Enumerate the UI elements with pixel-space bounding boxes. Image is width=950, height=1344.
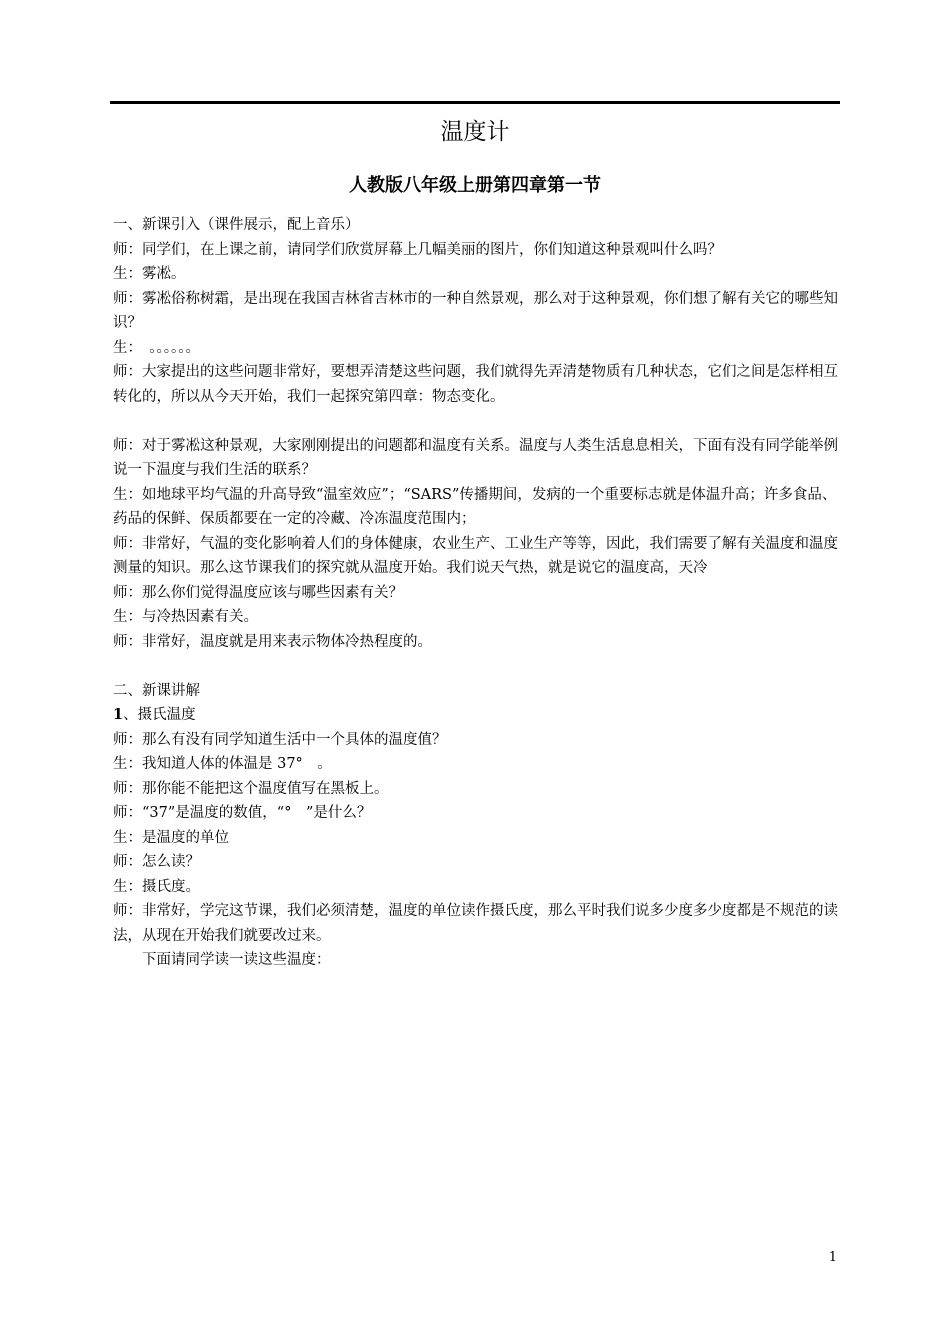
dialogue-line: 师：同学们，在上课之前，请同学们欣赏屏幕上几幅美丽的图片，你们知道这种景观叫什么吗？	[113, 241, 722, 258]
instruction-line: 下面请同学读一读这些温度：	[142, 952, 331, 968]
dialogue-line: 生：与冷热因素有关。	[113, 609, 258, 625]
section-heading-intro: 一、新课引入（课件展示，配上音乐）	[113, 217, 360, 233]
dialogue-line: 生： 。。。。。。	[113, 339, 200, 356]
dialogue-line: 生：摄氏度。	[113, 878, 200, 895]
subsection-number: 1	[113, 706, 124, 723]
dialogue-line: 生：如地球平均气温的升高导致“温室效应”；“SARS”传播期间，发病的一个重要标志就是体温升高；许多食品、药品的保鲜、保质都要在一定的冷藏、冷冻温度范围内；	[113, 486, 837, 527]
dialogue-line: 师：“37”是温度的数值，“° ”是什么？	[113, 805, 372, 821]
dialogue-line: 师：非常好，温度就是用来表示物体冷热程度的。	[113, 633, 432, 650]
dialogue-line: 师：怎么读？	[113, 854, 200, 870]
section-heading-lecture: 二、新课讲解	[113, 682, 200, 699]
dialogue-line: 师：那么你们觉得温度应该与哪些因素有关？	[113, 584, 403, 601]
dialogue-line: 师：雾凇俗称树霜，是出现在我国吉林省吉林市的一种自然景观，那么对于这种景观，你们想了解有关它的哪些知识？	[113, 290, 838, 331]
subsection-title: 、摄氏温度	[123, 707, 196, 723]
dialogue-line: 生：是温度的单位	[113, 829, 229, 846]
document-title: 温度计	[440, 119, 510, 145]
dialogue-line: 师：对于雾凇这种景观，大家刚刚提出的问题都和温度有关系。温度与人类生活息息相关，下面有没有同学能举例说一下温度与我们生活的联系？	[113, 437, 838, 478]
dialogue-line: 师：非常好，气温的变化影响着人们的身体健康，农业生产、工业生产等等，因此，我们需要了解有关温度和温度测量的知识。那么这节课我们的探究就从温度开始。我们说天气热，就是说它的温度高，天冷	[113, 535, 838, 576]
dialogue-line: 师：非常好，学完这节课，我们必须清楚，温度的单位读作摄氏度，那么平时我们说多少度多少度都是不规范的读法，从现在开始我们就要改过来。	[113, 903, 838, 944]
page-number: 1	[828, 1250, 837, 1265]
document-body	[113, 213, 839, 973]
header-rule	[110, 101, 840, 104]
document-subtitle: 人教版八年级上册第四章第一节	[349, 175, 601, 196]
dialogue-line: 师：大家提出的这些问题非常好，要想弄清楚这些问题，我们就得先弄清楚物质有几种状态，它们之间是怎样相互转化的，所以从今天开始，我们一起探究第四章：物态变化。	[113, 364, 838, 405]
dialogue-line: 师：那么有没有同学知道生活中一个具体的温度值？	[113, 731, 447, 748]
dialogue-line: 生：雾凇。	[113, 266, 186, 282]
paragraph-gap	[113, 654, 839, 679]
dialogue-line: 生：我知道人体的体温是 37° 。	[113, 756, 332, 772]
subsection-heading	[113, 703, 839, 728]
dialogue-line: 师：那你能不能把这个温度值写在黑板上。	[113, 780, 389, 797]
paragraph-gap	[113, 409, 839, 434]
